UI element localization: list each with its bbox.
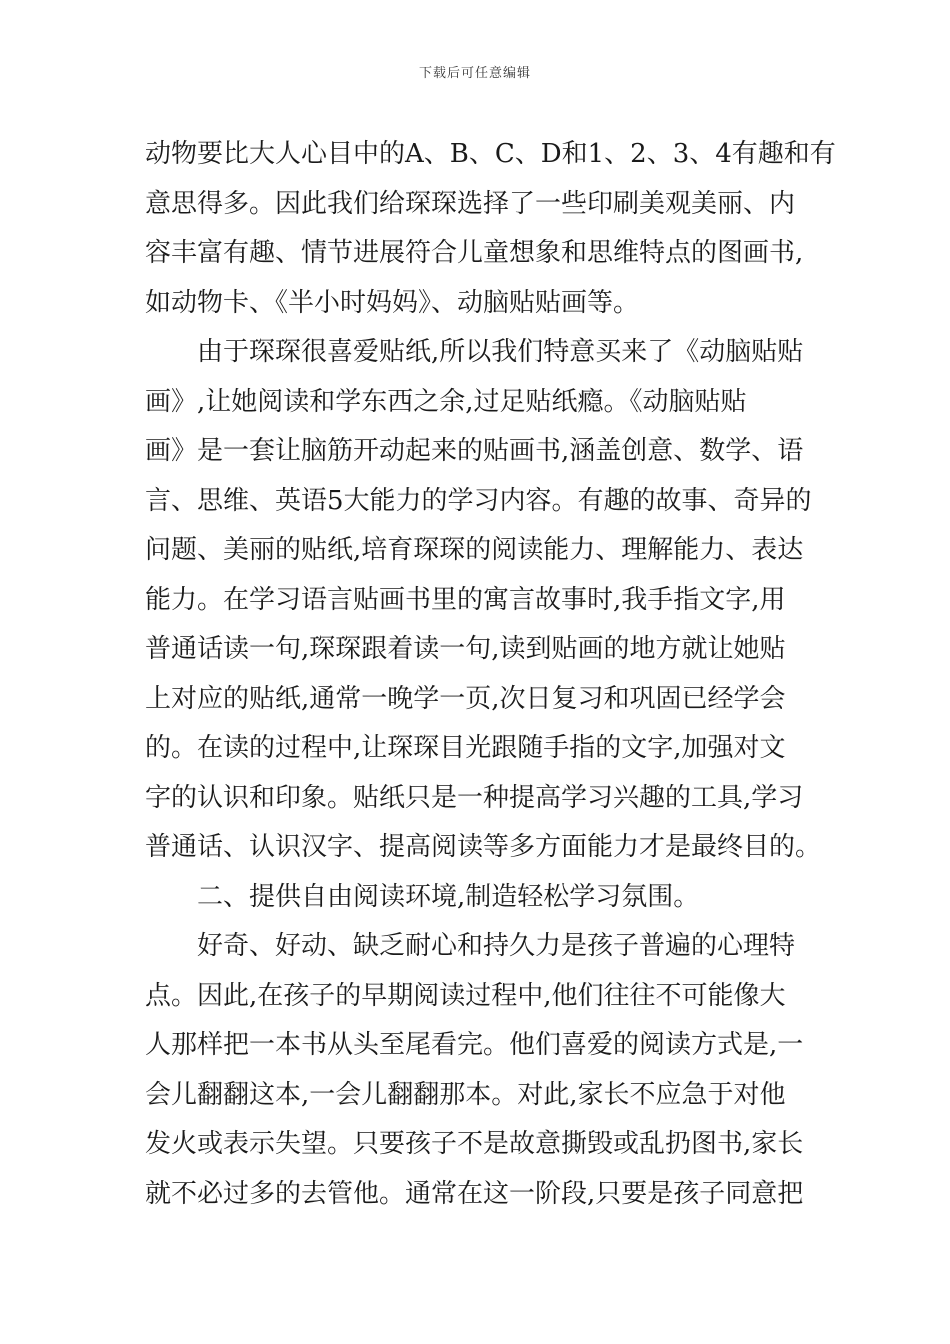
text-line: 普通话读一句,琛琛跟着读一句,读到贴画的地方就让她贴 [145,634,786,664]
text-line: 动物要比大人心目中的A、B、C、D和1、2、3、4有趣和有 [145,139,836,169]
text-line: 如动物卡、《半小时妈妈》、动脑贴贴画等。 [145,287,640,318]
text-line: 画》是一套让脑筋开动起来的贴画书,涵盖创意、数学、语 [145,436,804,466]
header-note: 下载后可任意编辑 [418,66,531,81]
text-line: 的。在读的过程中,让琛琛目光跟随手指的文字,加强对文 [145,733,786,763]
text-line: 点。因此,在孩子的早期阅读过程中,他们往往不可能像大 [145,980,786,1011]
paragraph-start-line: 好奇、好动、缺乏耐心和持久力是孩子普遍的心理特 [197,931,796,961]
text-line: 就不必过多的去管他。通常在这一阶段,只要是孩子同意把 [145,1178,804,1209]
text-line: 人那样把一本书从头至尾看完。他们喜爱的阅读方式是,一 [145,1030,804,1060]
text-line: 意思得多。因此我们给琛琛选择了一些印刷美观美丽、内 [145,188,796,219]
text-line: 容丰富有趣、情节进展符合儿童想象和思维特点的图画书, [145,238,804,268]
paragraph-start-line: 由于琛琛很喜爱贴纸,所以我们特意买来了《动脑贴贴 [197,337,804,367]
text-line: 上对应的贴纸,通常一晚学一页,次日复习和巩固已经学会 [145,683,786,714]
text-line: 问题、美丽的贴纸,培育琛琛的阅读能力、理解能力、表达 [145,535,804,565]
text-line: 能力。在学习语言贴画书里的寓言故事时,我手指文字,用 [145,584,786,615]
text-line: 会儿翻翻这本,一会儿翻翻那本。对此,家长不应急于对他 [145,1079,786,1110]
section-heading: 二、提供自由阅读环境,制造轻松学习氛围。 [197,881,700,912]
text-line: 字的认识和印象。贴纸只是一种提高学习兴趣的工具,学习 [145,782,804,813]
text-line: 发火或表示失望。只要孩子不是故意撕毁或乱扔图书,家长 [145,1129,804,1159]
body-text [145,130,836,1219]
text-line: 普通话、认识汉字、提高阅读等多方面能力才是最终目的。 [145,832,822,862]
text-line: 言、思维、英语5大能力的学习内容。有趣的故事、奇异的 [145,485,812,516]
text-line: 画》,让她阅读和学东西之余,过足贴纸瘾。《动脑贴贴 [145,386,747,417]
